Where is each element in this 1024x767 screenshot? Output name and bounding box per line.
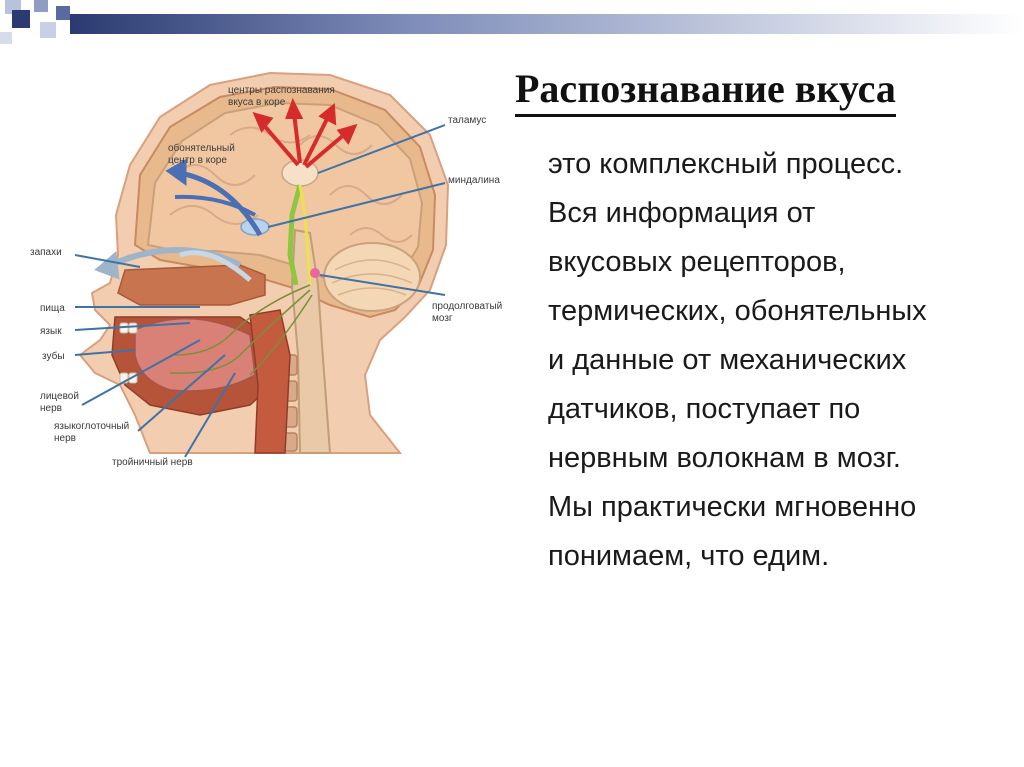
slide-title: Распознавание вкуса [515, 66, 896, 117]
slide-body-text: это комплексный процесс. Вся информация от вкусовых рецепторов, термических, обонятельных и данные от механических датчиков, поступает по нервным волокнам в мозг. Мы практически мгновенно понимаем, что едим. [548, 148, 927, 572]
medulla-node [310, 268, 320, 278]
label-food: пища [40, 303, 65, 314]
label-medulla: продолговатый [432, 301, 503, 312]
label-olfactory-center-2: центр в коре [168, 155, 227, 166]
label-thalamus: таламус [448, 115, 487, 126]
label-glossopharyngeal-nerve: языкоглоточный [54, 421, 130, 432]
label-teeth: зубы [42, 351, 65, 362]
label-medulla-2: мозг [432, 313, 453, 324]
label-facial-nerve-2: нерв [40, 403, 62, 414]
label-taste-centers: центры распознавания [228, 85, 335, 96]
label-glossopharyngeal-nerve-2: нерв [54, 433, 76, 444]
slide-header-decoration [0, 0, 1024, 48]
label-trigeminal-nerve: тройничный нерв [112, 457, 193, 468]
label-olfactory-center: обонятельный [168, 143, 235, 154]
taste-pathway-diagram [0, 55, 520, 475]
label-smells: запахи [30, 247, 62, 258]
label-facial-nerve: лицевой [40, 391, 79, 402]
label-taste-centers-2: вкуса в коре [228, 97, 286, 108]
label-tongue: язык [40, 326, 62, 337]
label-amygdala: миндалина [448, 175, 500, 186]
